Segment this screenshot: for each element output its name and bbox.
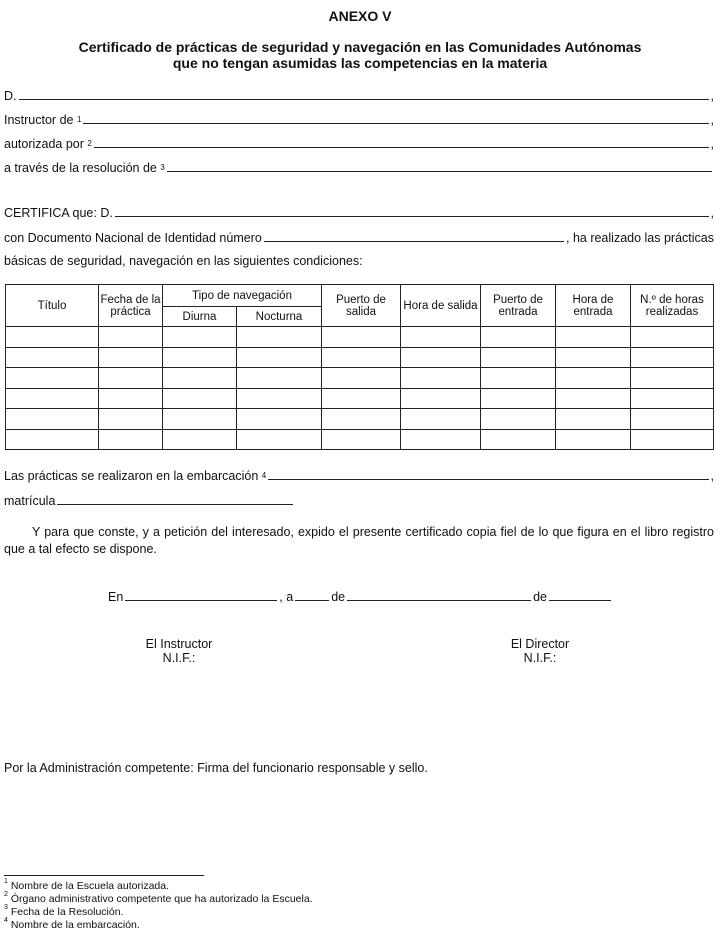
field-autorizada-blank[interactable] (94, 136, 709, 148)
comma: , (710, 113, 714, 127)
practice-table (5, 284, 714, 450)
dni-suffix: , ha realizado las prácticas (566, 231, 714, 245)
field-autorizada-line (4, 136, 714, 151)
field-resolucion-line (4, 160, 714, 175)
director-label: El Director (510, 637, 570, 651)
place-de1-label: de (331, 590, 346, 604)
field-autorizada-label: autorizada por (4, 137, 84, 151)
instructor-label: El Instructor (145, 637, 213, 651)
matricula-label: matrícula (4, 494, 56, 508)
certifica-blank[interactable] (115, 205, 709, 217)
embarcacion-label: Las prácticas se realizaron en la embarcación (4, 469, 259, 483)
col-diurna: Diurna (163, 307, 237, 327)
field-resolucion-label: a través de la resolución de (4, 161, 157, 175)
col-hora-salida: Hora de salida (401, 285, 481, 327)
footnote-4: $^4$ Nombre de la embarcación. (4, 917, 140, 931)
footnote-ref-4: 4 (261, 471, 267, 480)
administration-text: Por la Administración competente: Firma del funcionario responsable y sello. (4, 761, 428, 775)
closing-paragraph: Y para que conste, y a petición del interesado, expido el presente certificado copia fiel de lo que figura en el libro registro que a tal efecto se dispone. (4, 525, 714, 556)
annex-title: ANEXO V (328, 8, 392, 24)
table-row (6, 429, 714, 450)
table-row (6, 327, 714, 348)
field-d-line (4, 88, 714, 103)
table-row (6, 388, 714, 409)
field-d-label: D. (4, 89, 17, 103)
director-nif-label: N.I.F.: (523, 651, 557, 665)
footnote-ref-1: 1 (76, 115, 82, 124)
field-instructor-blank[interactable] (83, 112, 708, 124)
document-subtitle-1: Certificado de prácticas de seguridad y navegación en las Comunidades Autónomas (78, 39, 642, 55)
col-tipo-navegacion: Tipo de navegación (163, 285, 322, 307)
comma: , (710, 137, 714, 151)
table-row (6, 409, 714, 430)
field-instructor-line (4, 112, 714, 127)
day-blank[interactable] (295, 589, 329, 601)
col-puerto-entrada: Puerto de entrada (481, 285, 556, 327)
dni-label: con Documento Nacional de Identidad número (4, 231, 262, 245)
conditions-text: básicas de seguridad, navegación en las siguientes condiciones: (4, 254, 363, 268)
table-row (6, 347, 714, 368)
dni-blank[interactable] (264, 230, 564, 242)
place-en-label: En (108, 590, 124, 604)
year-blank[interactable] (549, 589, 611, 601)
col-nocturna: Nocturna (237, 307, 322, 327)
certifica-label: CERTIFICA que: D. (4, 206, 113, 220)
field-resolucion-blank[interactable] (167, 160, 712, 172)
col-titulo: Título (6, 285, 99, 327)
place-a-label: , a (279, 590, 294, 604)
embarcacion-line (4, 468, 714, 483)
col-hora-entrada: Hora de entrada (556, 285, 631, 327)
comma: , (710, 469, 714, 483)
director-signature-block (440, 637, 640, 665)
table-row (6, 368, 714, 389)
footnote-divider (4, 875, 204, 876)
dni-line (4, 230, 714, 245)
embarcacion-blank[interactable] (268, 468, 708, 480)
col-fecha: Fecha de la práctica (99, 285, 163, 327)
place-date-line (108, 589, 613, 604)
document-subtitle-2: que no tengan asumidas las competencias en la materia (172, 55, 548, 71)
matricula-blank[interactable] (57, 493, 293, 505)
comma: , (710, 206, 714, 220)
col-horas-realizadas: N.º de horas realizadas (631, 285, 714, 327)
certifica-line (4, 205, 714, 220)
field-instructor-label: Instructor de (4, 113, 74, 127)
field-d-blank[interactable] (19, 88, 709, 100)
col-puerto-salida: Puerto de salida (322, 285, 401, 327)
footnote-ref-3: 3 (160, 163, 165, 172)
month-blank[interactable] (347, 589, 531, 601)
instructor-signature-block (79, 637, 279, 665)
footnote-1: $^1$ Nombre de la Escuela autorizada. (4, 878, 169, 892)
place-de2-label: de (533, 590, 548, 604)
comma: , (710, 89, 714, 103)
matricula-line (4, 493, 295, 508)
place-blank[interactable] (125, 589, 277, 601)
footnote-3: $^3$ Fecha de la Resolución. (4, 904, 124, 918)
footnote-ref-2: 2 (87, 139, 92, 148)
footnote-2: $^2$ Órgano administrativo competente que ha autorizado la Escuela. (4, 891, 313, 905)
instructor-nif-label: N.I.F.: (162, 651, 196, 665)
